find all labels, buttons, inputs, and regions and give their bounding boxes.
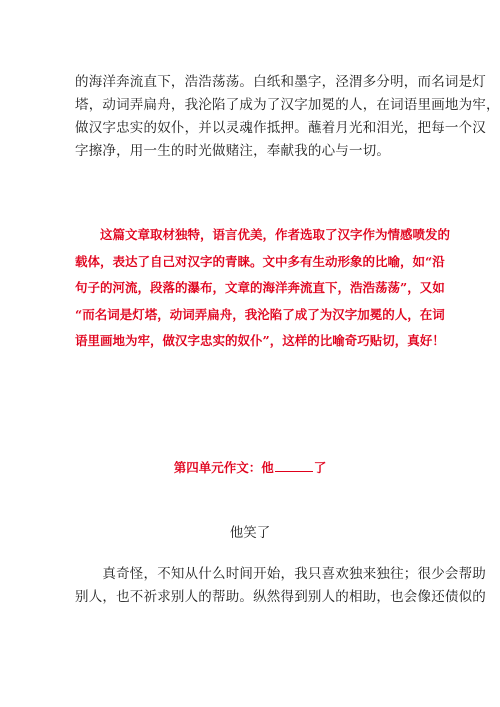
essay-body bbox=[75, 563, 486, 609]
comment-line: “而名词是灯塔，动词弄扁舟，我沦陷了成了为汉字加冕的人，在词 bbox=[75, 306, 445, 322]
unit-heading-suffix: 了 bbox=[313, 460, 327, 475]
paragraph-line: 做汉字忠实的奴仆，并以灵魂作抵押。蘸着月光和泪光，把每一个汉 bbox=[75, 120, 486, 136]
fill-in-blank bbox=[275, 459, 313, 472]
paragraph-line: 别人，也不祈求别人的帮助。纵然得到别人的相助，也会像还债似的 bbox=[75, 589, 486, 605]
top-paragraph bbox=[75, 71, 500, 163]
comment-line: 载体，表达了自己对汉字的青睐。文中多有生动形象的比喻，如“沿 bbox=[75, 253, 445, 269]
unit-heading bbox=[0, 458, 500, 478]
unit-heading-prefix: 第四单元作文：他 bbox=[173, 460, 274, 475]
teacher-comment bbox=[75, 222, 451, 355]
paragraph-line: 塔，动词弄扁舟，我沦陷了成为了汉字加冕的人，在词语里画地为牢， bbox=[75, 97, 500, 113]
comment-line: 句子的河流，段落的瀑布，文章的海洋奔流直下，浩浩荡荡”，又如 bbox=[75, 280, 445, 295]
paragraph-line: 字擦净，用一生的时光做赌注，奉献我的心与一切。 bbox=[75, 143, 391, 159]
essay-title: 他笑了 bbox=[229, 525, 271, 541]
paragraph-line: 真奇怪，不知从什么时间开始，我只喜欢独来独往；很少会帮助 bbox=[75, 566, 486, 582]
paragraph-line: 的海洋奔流直下，浩浩荡荡。白纸和墨字，泾渭多分明，而名词是灯 bbox=[75, 74, 486, 90]
comment-line: 语里画地为牢，做汉字忠实的奴仆”，这样的比喻奇巧贴切，真好！ bbox=[75, 333, 445, 348]
comment-line: 这篇文章取材独特，语言优美，作者选取了汉字作为情感喷发的 bbox=[75, 227, 451, 242]
